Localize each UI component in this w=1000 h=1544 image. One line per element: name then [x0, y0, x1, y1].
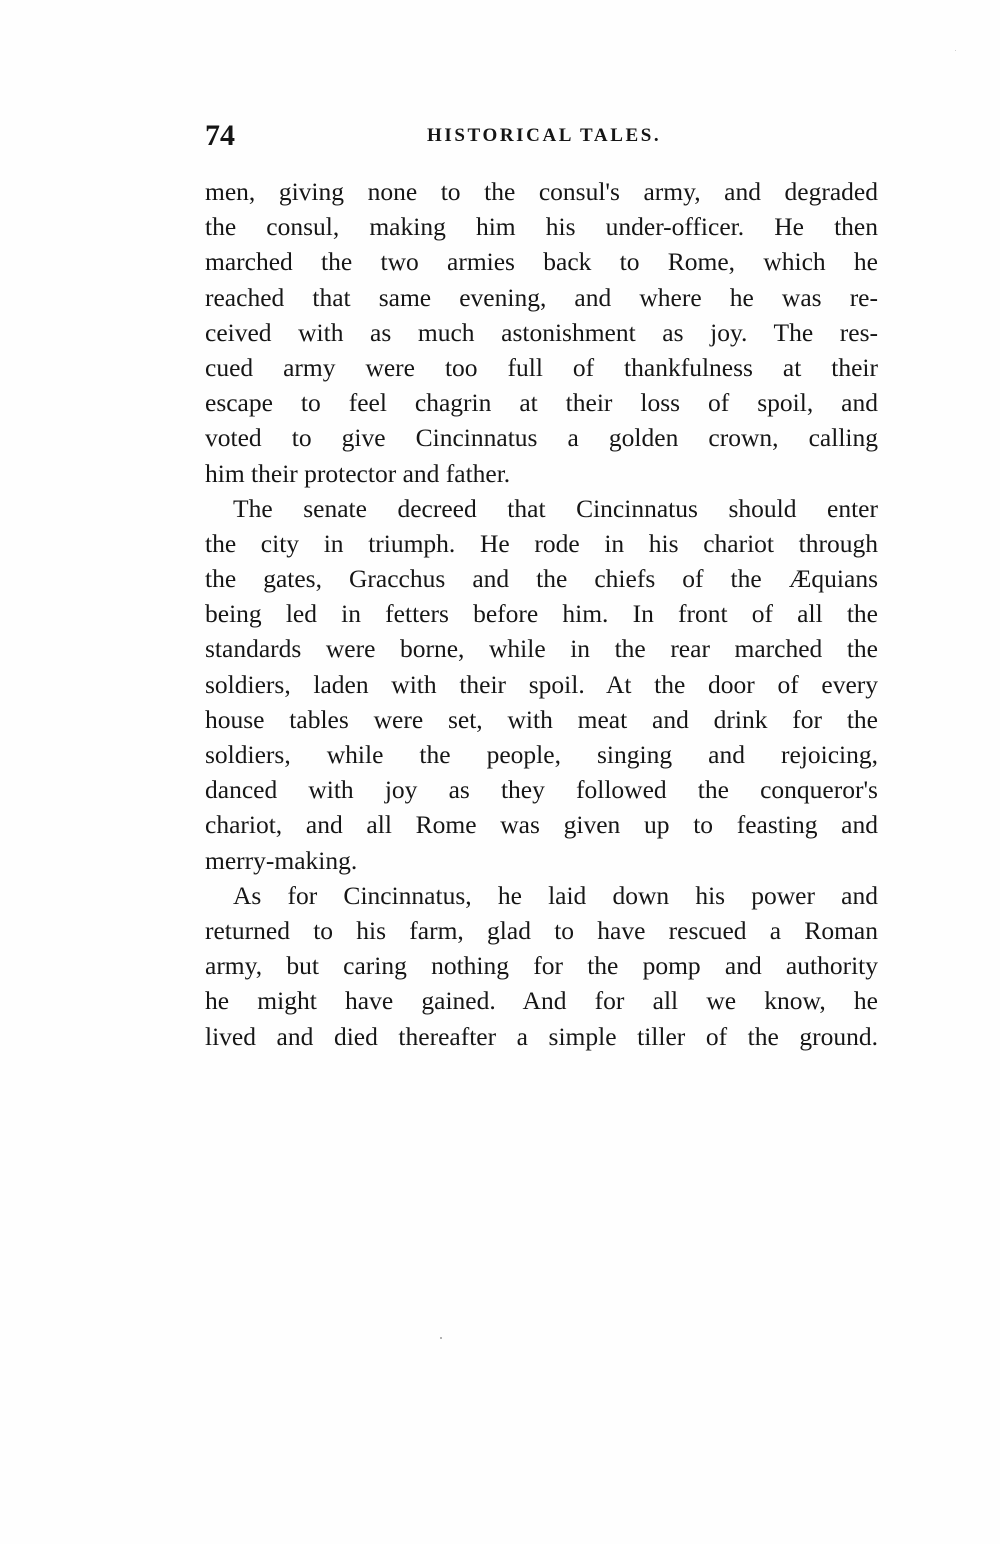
page-header [205, 112, 878, 160]
text-line: lived and died thereafter a simple tiller of the ground. [205, 1021, 878, 1051]
text-line: the city in triumph. He rode in his chariot through [205, 528, 878, 558]
paragraph-1 [205, 174, 878, 491]
text-line: standards were borne, while in the rear marched the [205, 634, 878, 664]
text-line: merry-making. [205, 845, 358, 875]
paper-speck [440, 1337, 442, 1339]
text-line: being led in fetters before him. In front of all the [205, 599, 878, 629]
text-line: soldiers, while the people, singing and rejoicing, [205, 740, 878, 769]
text-line: The senate decreed that Cincinnatus should enter [233, 493, 878, 523]
text-line: chariot, and all Rome was given up to feasting and [205, 810, 878, 840]
page-number: 74 [205, 119, 235, 152]
paper-speck [955, 50, 956, 51]
text-line: army, but caring nothing for the pomp and authority [205, 951, 878, 981]
text-line: soldiers, laden with their spoil. At the door of every [205, 669, 878, 699]
body-text [205, 174, 878, 1054]
text-line: cued army were too full of thankfulness at their [205, 352, 878, 382]
text-line: house tables were set, with meat and drink for the [205, 704, 878, 734]
paragraph-3 [205, 878, 878, 1054]
text-line: the consul, making him his under-officer. He then [205, 212, 878, 242]
text-line: ceived with as much astonishment as joy. The res- [205, 317, 878, 347]
paragraph-2 [205, 491, 878, 878]
text-line: reached that same evening, and where he was re- [205, 282, 878, 312]
text-line: the gates, Gracchus and the chiefs of the Æquians [205, 564, 878, 594]
text-line: danced with joy as they followed the conqueror's [205, 775, 878, 805]
text-line: returned to his farm, glad to have rescued a Roman [205, 915, 878, 945]
text-line: marched the two armies back to Rome, which he [205, 247, 878, 277]
running-head: HISTORICAL TALES. [427, 125, 662, 146]
text-line: he might have gained. And for all we know, he [205, 986, 878, 1016]
text-line: escape to feel chagrin at their loss of spoil, and [205, 388, 878, 418]
text-line: voted to give Cincinnatus a golden crown, calling [205, 423, 878, 453]
text-line: men, giving none to the consul's army, and degraded [205, 177, 878, 206]
text-line: As for Cincinnatus, he laid down his power and [233, 880, 878, 910]
text-line: him their protector and father. [205, 458, 511, 488]
